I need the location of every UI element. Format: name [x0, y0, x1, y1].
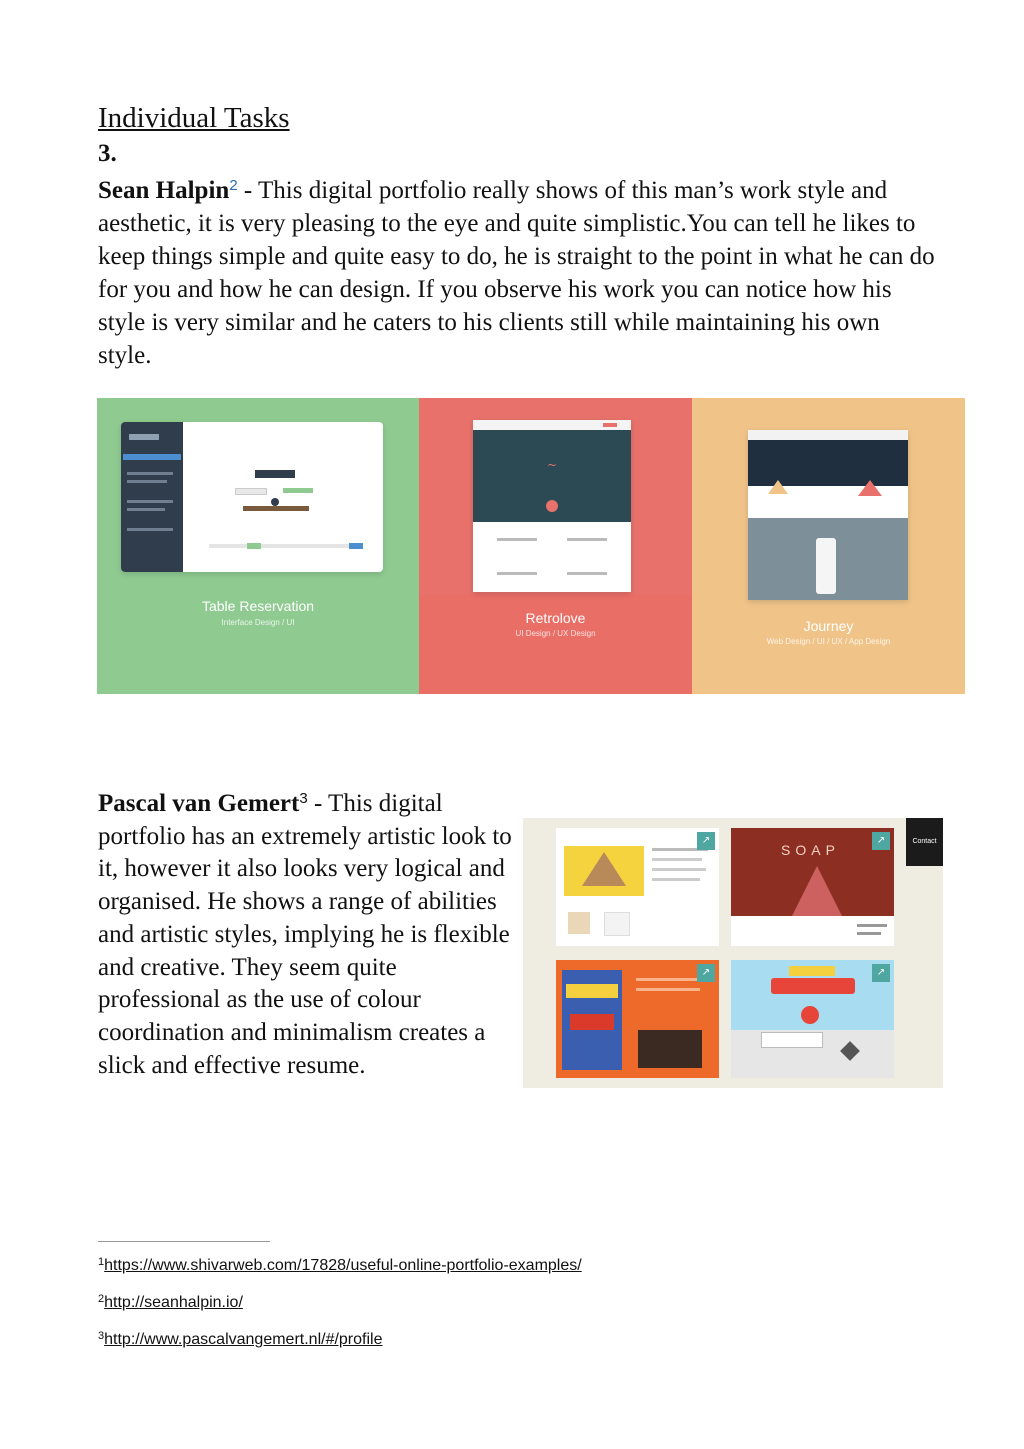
pascal-footnote-ref[interactable]: 3 — [299, 790, 308, 807]
sean-footnote-ref[interactable]: 2 — [229, 177, 238, 194]
sean-portfolio-image — [97, 398, 965, 694]
panel-retrolove — [419, 398, 692, 694]
panel-table-reservation — [97, 398, 419, 694]
sean-text: - This digital portfolio really shows of this man’s work style and aesthetic, it is very pleasing to the eye and quite simplistic.You can tell he likes to keep things simple and quite easy to do, he is straight to the point in what he can do for you and how he can design. If you observe his work you can notice how his style is very similar and he caters to his clients still while maintaining his own style. — [98, 177, 935, 369]
table-reservation-screenshot — [121, 422, 383, 572]
sean-paragraph — [98, 169, 938, 372]
footnote-3-link[interactable]: http://www.pascalvangemert.nl/#/profile — [104, 1331, 383, 1348]
panel-journey — [692, 398, 965, 694]
page-heading: Individual Tasks — [98, 102, 290, 134]
pascal-portfolio-image — [523, 818, 943, 1088]
footnote-1: $^1$https://www.shivarweb.com/17828/useful-online-portfolio-examples/ — [98, 1256, 582, 1274]
footnote-2-link[interactable]: http://seanhalpin.io/ — [104, 1294, 243, 1311]
pascal-paragraph — [98, 783, 518, 1082]
panel-subtitle: Web Design / UI / UX / App Design — [766, 637, 891, 646]
footnote-1-link[interactable]: https://www.shivarweb.com/17828/useful-online-portfolio-examples/ — [104, 1257, 582, 1274]
tile-oranjebitter — [556, 960, 719, 1078]
external-link-icon[interactable]: ↗ — [872, 964, 890, 982]
external-link-icon[interactable]: ↗ — [697, 964, 715, 982]
panel-title: Journey — [803, 618, 854, 634]
footnote-2: $^2$http://seanhalpin.io/ — [98, 1293, 243, 1311]
external-link-icon[interactable]: ↗ — [872, 832, 890, 850]
footnote-3: $^3$http://www.pascalvangemert.nl/#/profile — [98, 1330, 383, 1348]
journey-screenshot — [748, 430, 908, 600]
task-number: 3. — [98, 140, 117, 167]
sean-name: Sean Halpin — [98, 177, 230, 204]
panel-subtitle: Interface Design / UI — [221, 618, 295, 627]
tile-mafs — [556, 828, 719, 946]
pascal-name: Pascal van Gemert — [98, 790, 300, 817]
panel-title: Retrolove — [525, 610, 586, 626]
tile-oerelspel — [731, 960, 894, 1078]
panel-title: Table Reservation — [201, 598, 315, 614]
pascal-text: - This digital portfolio has an extremely artistic look to it, however it also looks very logical and organised. He shows a range of abilities and artistic styles, implying he is flexible and creative. They seem quite professional as the use of colour coordination and minimalism creates a slick and effective resume. — [98, 790, 512, 1079]
footnote-divider — [98, 1241, 270, 1242]
external-link-icon[interactable]: ↗ — [697, 832, 715, 850]
retrolove-screenshot: ~ — [473, 420, 631, 592]
tile-soap: SOAP ↗ — [731, 828, 894, 946]
contact-button[interactable]: Contact — [906, 818, 943, 866]
panel-subtitle: UI Design / UX Design — [515, 629, 596, 638]
